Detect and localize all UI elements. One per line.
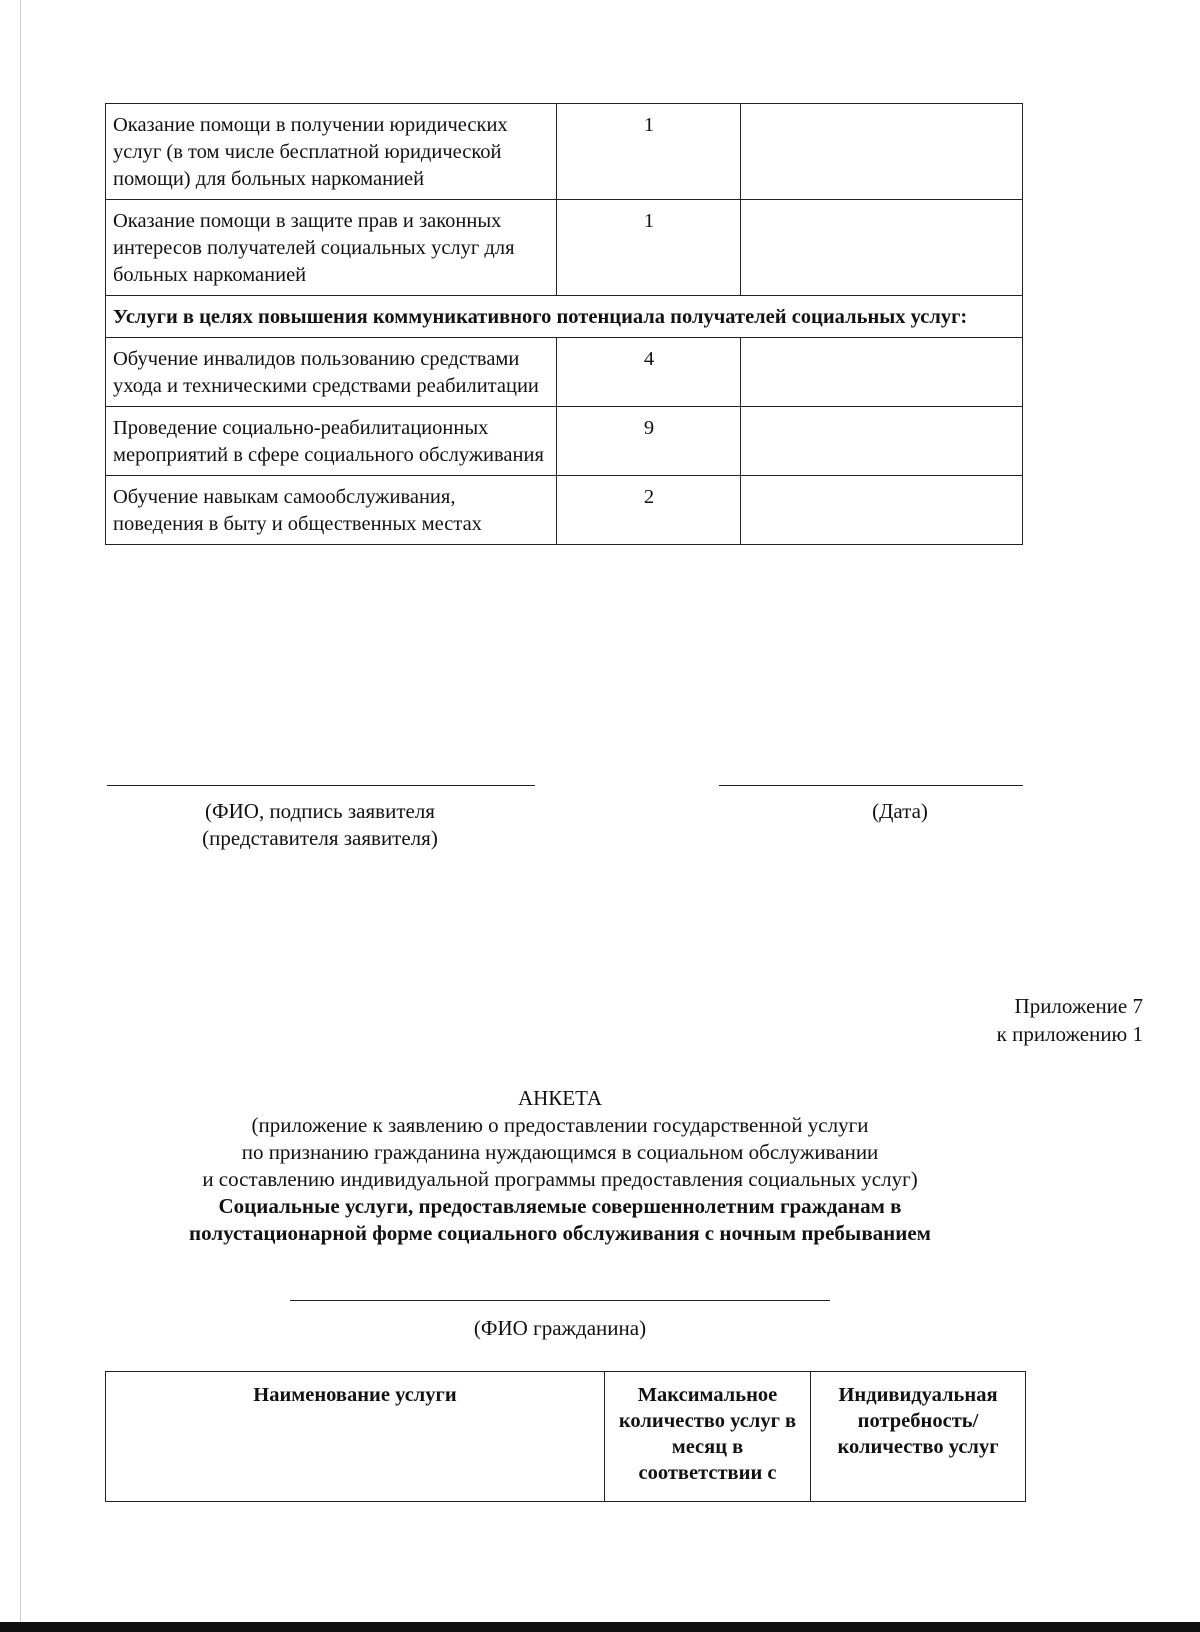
- individual-need-cell[interactable]: [741, 476, 1023, 545]
- signature-caption: [140, 798, 500, 852]
- signature-caption-line2: (представителя заявителя): [202, 826, 438, 850]
- header-row: [106, 1372, 1026, 1502]
- signature-caption-line1: (ФИО, подпись заявителя: [205, 799, 435, 823]
- annex-line2: к приложению 1: [996, 1022, 1143, 1046]
- questionnaire-sub2: по признанию гражданина нуждающимся в социальном обслуживании: [241, 1140, 879, 1164]
- questionnaire-title: АНКЕТА: [517, 1086, 603, 1110]
- max-count: 1: [557, 104, 741, 200]
- signature-line[interactable]: [107, 785, 535, 786]
- section-row: [106, 296, 1023, 338]
- citizen-fio-line[interactable]: [290, 1300, 830, 1301]
- section-heading: Услуги в целях повышения коммуникативного потенциала получателей социальных услуг:: [106, 296, 1023, 338]
- individual-need-cell[interactable]: [741, 338, 1023, 407]
- citizen-fio-caption: (ФИО гражданина): [473, 1316, 647, 1340]
- column-header-max: Максимальное количество услуг в месяц в соответствии с: [605, 1372, 811, 1502]
- service-name: Обучение навыкам самообслуживания, поведения в быту и общественных местах: [106, 476, 557, 545]
- questionnaire-sub3: и составлению индивидуальной программы предоставления социальных услуг): [202, 1167, 918, 1191]
- individual-need-cell[interactable]: [741, 104, 1023, 200]
- service-name: Обучение инвалидов пользованию средствами ухода и техническими средствами реабилитации: [106, 338, 557, 407]
- questionnaire-bold1: Социальные услуги, предоставляемые совершеннолетним гражданам в: [218, 1194, 902, 1218]
- date-caption: (Дата): [872, 799, 928, 823]
- table-row: [106, 104, 1023, 200]
- max-count: 9: [557, 407, 741, 476]
- service-name: Проведение социально-реабилитационных мероприятий в сфере социального обслуживания: [106, 407, 557, 476]
- questionnaire-sub1: (приложение к заявлению о предоставлении государственной услуги: [251, 1113, 869, 1137]
- table-row: [106, 476, 1023, 545]
- services-table-bottom: [105, 1371, 1026, 1502]
- date-line[interactable]: [719, 785, 1023, 786]
- individual-need-cell[interactable]: [741, 407, 1023, 476]
- service-name: Оказание помощи в получении юридических услуг (в том числе бесплатной юридической помощи) для больных наркоманией: [106, 104, 557, 200]
- individual-need-cell[interactable]: [741, 200, 1023, 296]
- annex-label: [997, 992, 1143, 1048]
- annex-line1: Приложение 7: [1014, 994, 1143, 1018]
- service-name: Оказание помощи в защите прав и законных интересов получателей социальных услуг для больных наркоманией: [106, 200, 557, 296]
- column-header-need: Индивидуальная потребность/количество услуг: [811, 1372, 1026, 1502]
- page-edge-bottom: [0, 1622, 1200, 1632]
- max-count: 2: [557, 476, 741, 545]
- questionnaire-header: [60, 1085, 1060, 1247]
- table-row: [106, 338, 1023, 407]
- max-count: 4: [557, 338, 741, 407]
- page-edge-left: [20, 0, 21, 1632]
- table-row: [106, 200, 1023, 296]
- max-count: 1: [557, 200, 741, 296]
- column-header-service: Наименование услуги: [106, 1372, 605, 1502]
- services-table-top: [105, 103, 1023, 545]
- table-row: [106, 407, 1023, 476]
- questionnaire-bold2: полустационарной форме социального обслуживания с ночным пребыванием: [189, 1221, 931, 1245]
